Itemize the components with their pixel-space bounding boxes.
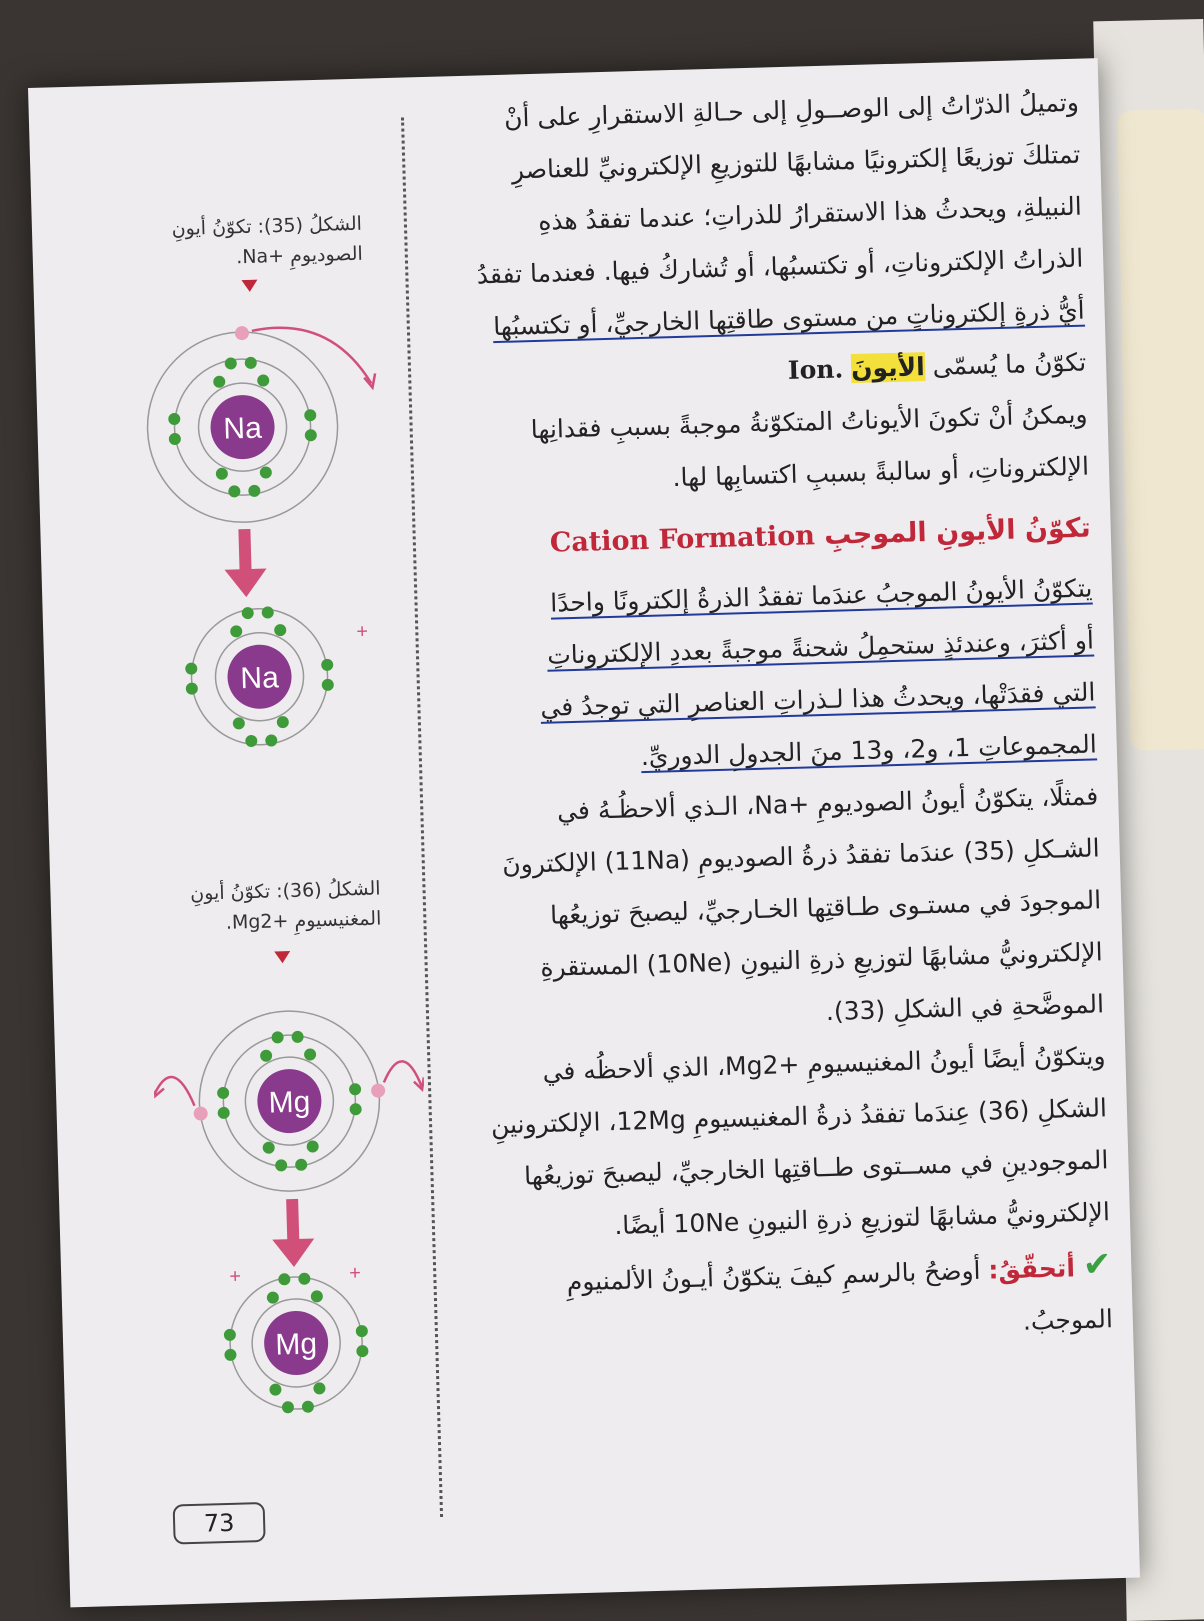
sodium-atom — [145, 322, 379, 524]
figure-36-pointer — [274, 951, 290, 963]
magnesium-atom-label: Mg — [268, 1085, 311, 1120]
figure-35-caption-line2: الصوديومِ +Na. — [235, 242, 364, 269]
sodium-ion-label: Na — [239, 661, 280, 696]
intro-line-2: تمتلكَ توزيعًا إلكترونيًا مشابهًا للتوزيعِ الإلكترونيِّ للعناصرِ — [511, 139, 1081, 185]
lost-electron — [235, 326, 249, 340]
sodium-line-2: الشـكلِ (35) عندَما تفقدُ ذرةُ الصوديومِ (11Na) الإلكترونَ — [501, 833, 1101, 880]
magnesium-line-4: الإلكترونيُّ مشابهًا لتوزيعِ ذرةِ النيونِ 10Ne أيضًا. — [613, 1197, 1111, 1241]
magnesium-ion-charge-left: + — [228, 1265, 242, 1288]
figure-36-diagram — [151, 977, 433, 1424]
figure-35-caption-line1: الشكلُ (35): تكوّنُ أيونِ — [171, 212, 363, 241]
sodium-line-1: فمثلًا، يتكوّنُ أيونُ الصوديومِ +Na، الـذي ألاحظُـهُ في — [556, 781, 1099, 826]
cation-line-1: يتكوّنُ الأيونُ الموجبُ عندَما تفقدُ الذرةُ إلكترونًا واحدًا — [549, 573, 1093, 618]
magnesium-ion-label: Mg — [274, 1327, 318, 1362]
intro-line-4: الذراتُ الإلكتروناتِ، أو تكتسبُها، أو تُشاركُ فيها. فعندما تفقدُ — [476, 243, 1084, 290]
sodium-atom-label: Na — [222, 411, 263, 446]
check-line-1: أوضحُ بالرسمِ كيفَ يتكوّنُ أيـونُ الألمنيومِ — [566, 1255, 981, 1297]
magnesium-line-1: ويتكوّنُ أيضًا أيونُ المغنيسيومِ +Mg2، الذي ألاحظُه في — [542, 1041, 1106, 1087]
textbook-page — [28, 58, 1140, 1607]
check-question — [461, 1238, 1114, 1363]
check-line-2: الموجبُ. — [1022, 1304, 1114, 1336]
cation-paragraph — [442, 562, 1098, 788]
sodium-line-3: الموجودَ في مستـوى طـاقتِها الخـارجيِّ، ليصبحَ توزيعُها — [549, 885, 1102, 930]
check-label: أتحقّقُ: — [988, 1253, 1076, 1285]
ion-term-highlight: الأيونَ — [850, 352, 926, 384]
page-number: 73 — [173, 1502, 266, 1545]
magnesium-example-paragraph — [455, 1030, 1111, 1256]
lost-electron-left — [194, 1106, 208, 1120]
magnesium-line-2: الشكلِ (36) عِندَما تفقدُ ذرةُ المغنيسيومِ 12Mg، الإلكترونينِ — [490, 1093, 1108, 1140]
figure-36-caption-line2: المغنيسيومِ +Mg2. — [225, 907, 382, 934]
figure-36-caption-line1: الشكلُ (36): تكوّنُ أيونِ — [189, 877, 381, 905]
ion-term-english: Ion. — [787, 354, 844, 385]
ions-line-2: الإلكتروناتِ، أو سالبةً بسببِ اكتسابِها لها. — [672, 451, 1090, 493]
cation-line-2: أو أكثرَ، وعندئذٍ ستحمِلُ شحنةً موجبةً بعددِ الإلكتروناتِ — [546, 625, 1095, 670]
magnesium-ion-charge-right: + — [348, 1262, 362, 1285]
intro-line-3: النبيلةِ، ويحدثُ هذا الاستقرارُ للذراتِ؛ عندما تفقدُ هذهِ — [537, 191, 1083, 236]
transition-arrow-down — [271, 1198, 315, 1267]
sodium-ion — [184, 604, 372, 749]
magnesium-atom — [151, 1007, 427, 1195]
checkmark-icon: ✔ — [1082, 1244, 1112, 1285]
figure-35-caption — [132, 209, 364, 275]
figure-35-pointer — [241, 280, 257, 292]
section-heading-english: Cation Formation — [549, 520, 816, 559]
adjacent-page-box — [1117, 109, 1204, 751]
sodium-line-4: الإلكترونيُّ مشابهًا لتوزيعِ ذرةِ النيونِ (10Ne) المستقرةِ — [539, 937, 1103, 983]
cation-line-3: التي فقدَتْها، ويحدثُ هذا لـذراتِ العناصرِ التي توجدُ في — [539, 677, 1096, 722]
sodium-ion-charge: + — [356, 620, 369, 644]
intro-paragraph — [428, 77, 1086, 407]
figure-36-caption — [150, 873, 382, 939]
main-text-column — [428, 77, 1113, 1364]
intro-line-6a: تكوّنُ ما يُسمّى — [932, 347, 1087, 381]
ions-line-1: ويمكنُ أنْ تكونَ الأيوناتُ المتكوّنةُ موجبةً بسببِ فقدانِها — [530, 399, 1088, 445]
sodium-line-5: الموضَّحةِ في الشكلِ (33). — [825, 989, 1105, 1027]
lost-electron-right — [371, 1083, 385, 1097]
magnesium-ion — [222, 1262, 370, 1415]
figure-35-diagram — [129, 303, 401, 760]
intro-line-5: أيُّ ذرةٍ إلكتروناتٍ من مستوى طاقتِها الخارجيِّ، أو تكتسبُها — [492, 295, 1086, 342]
intro-line-1: وتميلُ الذرّاتُ إلى الوصــولِ إلى حـالةِ الاستقرارِ على أنْ — [503, 87, 1080, 133]
transition-arrow-down — [223, 529, 267, 598]
ions-paragraph — [437, 389, 1090, 511]
magnesium-line-3: الموجودينِ في مســتوى طــاقتِها الخارجيِّ، ليصبحَ توزيعُها — [523, 1145, 1109, 1191]
sodium-example-paragraph — [448, 770, 1105, 1048]
cation-line-4: المجموعاتِ 1، و2، و13 منَ الجدولِ الدوريِّ. — [640, 729, 1098, 772]
section-heading-arabic: تكوّنُ الأيونِ الموجبِ — [823, 512, 1092, 551]
